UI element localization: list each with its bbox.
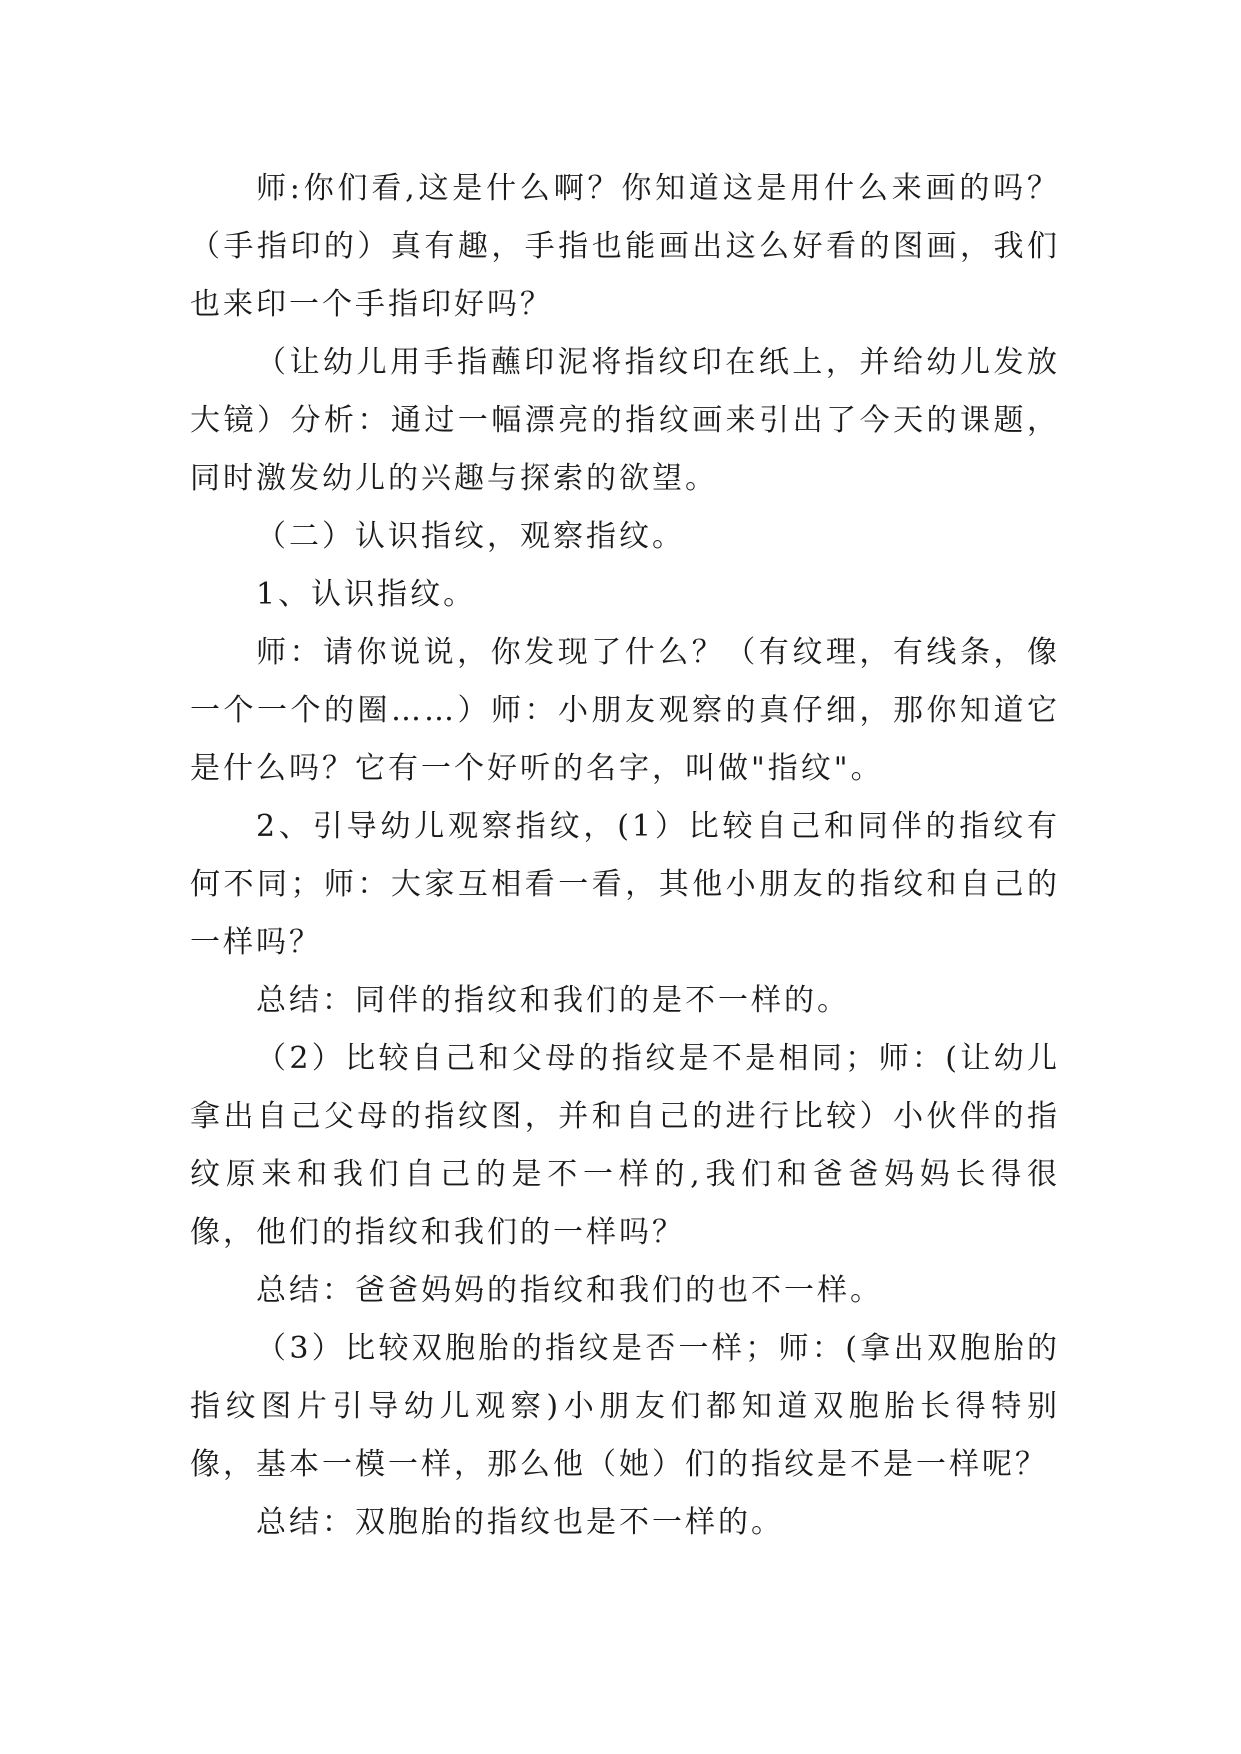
paragraph-teacher-question: 师:你们看,这是什么啊？你知道这是用什么来画的吗？（手指印的）真有趣，手指也能画出这么好看的图画，我们也来印一个手指印好吗？ (190, 171, 1060, 322)
paragraph-compare-with-peers: 2、引导幼儿观察指纹，(1）比较自己和同伴的指纹有何不同；师：大家互相看一看，其他小朋友的指纹和自己的一样吗？ (190, 809, 1060, 960)
paragraph-what-did-you-find: 师：请你说说，你发现了什么？（有纹理，有线条，像一个一个的圈……）师：小朋友观察的真仔细，那你知道它是什么吗？它有一个好听的名字，叫做"指纹"。 (190, 635, 1060, 786)
summary-peers: 总结：同伴的指纹和我们的是不一样的。 (256, 983, 850, 1018)
summary-twins: 总结：双胞胎的指纹也是不一样的。 (256, 1505, 784, 1540)
section-heading-observe-fingerprints: （二）认识指纹，观察指纹。 (256, 519, 685, 554)
paragraph-fingerprint-activity: （让幼儿用手指蘸印泥将指纹印在纸上，并给幼儿发放大镜）分析：通过一幅漂亮的指纹画来引出了今天的课题，同时激发幼儿的兴趣与探索的欲望。 (190, 345, 1060, 496)
document-body (190, 160, 1060, 1552)
paragraph-compare-with-parents: （2）比较自己和父母的指纹是不是相同；师：(让幼儿拿出自己父母的指纹图，并和自己的进行比较）小伙伴的指纹原来和我们自己的是不一样的,我们和爸爸妈妈长得很像，他们的指纹和我们的一样吗？ (190, 1041, 1060, 1250)
summary-parents: 总结：爸爸妈妈的指纹和我们的也不一样。 (256, 1273, 883, 1308)
paragraph-compare-twins: （3）比较双胞胎的指纹是否一样；师：(拿出双胞胎的指纹图片引导幼儿观察)小朋友们都知道双胞胎长得特别像，基本一模一样，那么他（她）们的指纹是不是一样呢？ (190, 1331, 1060, 1482)
subheading-know-fingerprints: 1、认识指纹。 (256, 577, 477, 612)
